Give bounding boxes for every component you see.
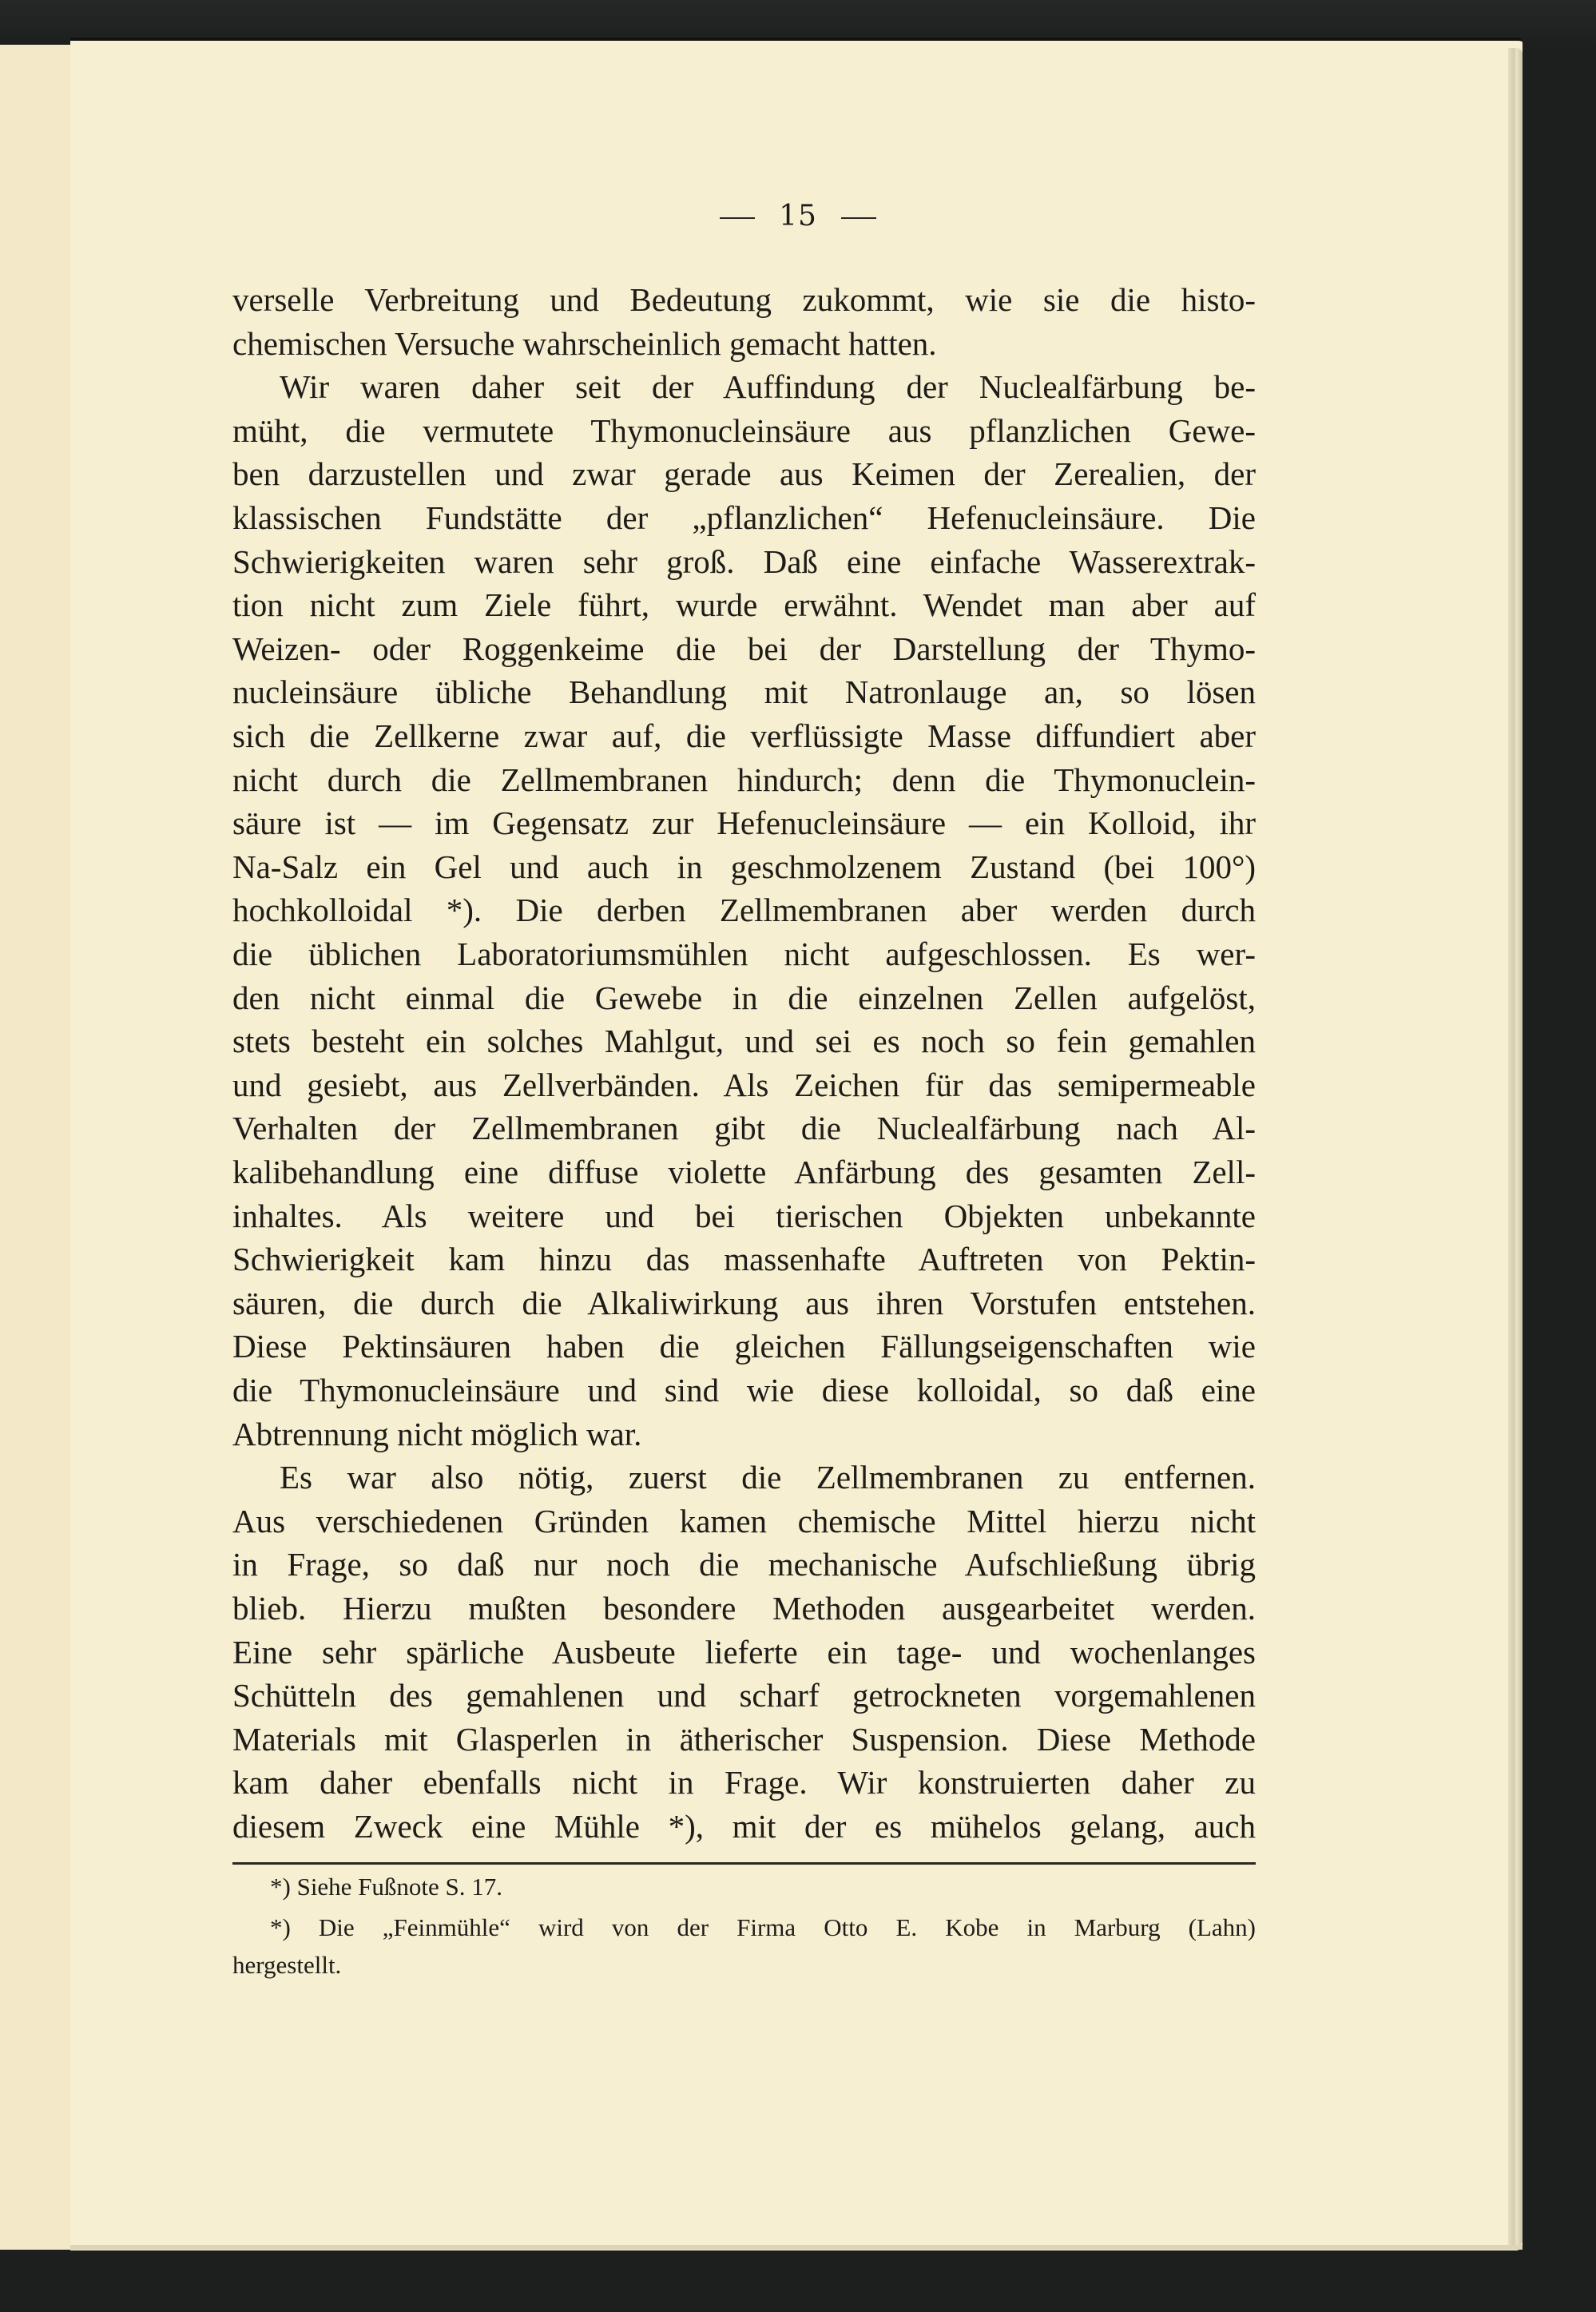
body-line: Na-Salz ein Gel und auch in geschmolzenem Zustand (bei 100°) bbox=[232, 848, 1256, 885]
previous-page-edge bbox=[0, 45, 73, 2250]
page-number-header bbox=[0, 200, 1596, 232]
body-line: Schwierigkeiten waren sehr groß. Daß eine einfache Wasserextrak- bbox=[232, 542, 1256, 580]
body-line: kam daher ebenfalls nicht in Frage. Wir konstruierten daher zu bbox=[232, 1764, 1256, 1802]
body-line: säuren, die durch die Alkaliwirkung aus ihren Vorstufen entstehen. bbox=[232, 1284, 1256, 1321]
body-line: nicht durch die Zellmembranen hindurch; denn die Thymonuclein- bbox=[232, 761, 1256, 798]
page-stack-edge bbox=[1508, 48, 1523, 2246]
dash-right bbox=[841, 217, 876, 219]
footnote-line: *) Die „Feinmühle“ wird von der Firma Otto E. Kobe in Marburg (Lahn) bbox=[270, 1913, 1256, 1941]
body-line: Diese Pektinsäuren haben die gleichen Fällungseigenschaften wie bbox=[232, 1328, 1256, 1365]
body-line: nucleinsäure übliche Behandlung mit Natronlauge an, so lösen bbox=[232, 673, 1256, 711]
body-line: blieb. Hierzu mußten besondere Methoden ausgearbeitet werden. bbox=[232, 1590, 1256, 1627]
body-line: die Thymonucleinsäure und sind wie diese kolloidal, so daß eine bbox=[232, 1372, 1256, 1408]
body-line: kalibehandlung eine diffuse violette Anfärbung des gesamten Zell- bbox=[232, 1154, 1256, 1190]
body-line: Materials mit Glasperlen in ätherischer Suspension. Diese Methode bbox=[232, 1720, 1256, 1758]
body-line: verselle Verbreitung und Bedeutung zukommt, wie sie die histo- bbox=[232, 281, 1256, 318]
body-line: inhaltes. Als weitere und bei tierischen Objekten unbekannte bbox=[232, 1197, 1256, 1234]
body-line: klassischen Fundstätte der „pflanzlichen“ Hefenucleinsäure. Die bbox=[232, 499, 1256, 536]
body-line: ben darzustellen und zwar gerade aus Keimen der Zerealien, der bbox=[232, 455, 1256, 493]
page-bottom-edge bbox=[70, 2245, 1523, 2250]
footnote-line: hergestellt. bbox=[232, 1951, 342, 1979]
body-line: Verhalten der Zellmembranen gibt die Nuclealfärbung nach Al- bbox=[232, 1110, 1256, 1147]
body-line: den nicht einmal die Gewebe in die einzelnen Zellen aufgelöst, bbox=[232, 979, 1256, 1016]
footnote-rule bbox=[232, 1862, 1256, 1865]
body-line: chemischen Versuche wahrscheinlich gemacht hatten. bbox=[232, 324, 937, 362]
body-line: Schwierigkeit kam hinzu das massenhafte Auftreten von Pektin- bbox=[232, 1241, 1256, 1278]
body-line: und gesiebt, aus Zellverbänden. Als Zeichen für das semipermeable bbox=[232, 1066, 1256, 1103]
body-line: Schütteln des gemahlenen und scharf getrockneten vorgemahlenen bbox=[232, 1677, 1256, 1714]
body-line: sich die Zellkerne zwar auf, die verflüssigte Masse diffundiert aber bbox=[232, 717, 1256, 754]
body-line: tion nicht zum Ziele führt, wurde erwähnt. Wendet man aber auf bbox=[232, 586, 1256, 624]
body-line: Weizen- oder Roggenkeime die bei der Darstellung der Thymo- bbox=[232, 630, 1256, 667]
body-line: Eine sehr spärliche Ausbeute lieferte ein tage- und wochenlanges bbox=[232, 1633, 1256, 1670]
body-line: Abtrennung nicht möglich war. bbox=[232, 1415, 642, 1452]
body-line: müht, die vermutete Thymonucleinsäure aus pflanzlichen Gewe- bbox=[232, 411, 1256, 449]
page-number: 15 bbox=[779, 200, 817, 232]
body-line: hochkolloidal *). Die derben Zellmembranen aber werden durch bbox=[232, 892, 1256, 929]
dash-left bbox=[720, 217, 755, 219]
body-line: säure ist — im Gegensatz zur Hefenucleinsäure — ein Kolloid, ihr bbox=[232, 804, 1256, 842]
body-line: Es war also nötig, zuerst die Zellmembranen zu entfernen. bbox=[280, 1459, 1256, 1496]
body-line: Aus verschiedenen Gründen kamen chemische Mittel hierzu nicht bbox=[232, 1502, 1256, 1539]
footnote-line: *) Siehe Fußnote S. 17. bbox=[270, 1873, 503, 1901]
body-line: diesem Zweck eine Mühle *), mit der es mühelos gelang, auch bbox=[232, 1808, 1256, 1845]
body-line: in Frage, so daß nur noch die mechanische Aufschließung übrig bbox=[232, 1546, 1256, 1583]
body-line: die üblichen Laboratoriumsmühlen nicht aufgeschlossen. Es wer- bbox=[232, 936, 1256, 972]
body-line: Wir waren daher seit der Auffindung der Nuclealfärbung be- bbox=[280, 368, 1256, 406]
body-line: stets besteht ein solches Mahlgut, und sei es noch so fein gemahlen bbox=[232, 1023, 1256, 1060]
